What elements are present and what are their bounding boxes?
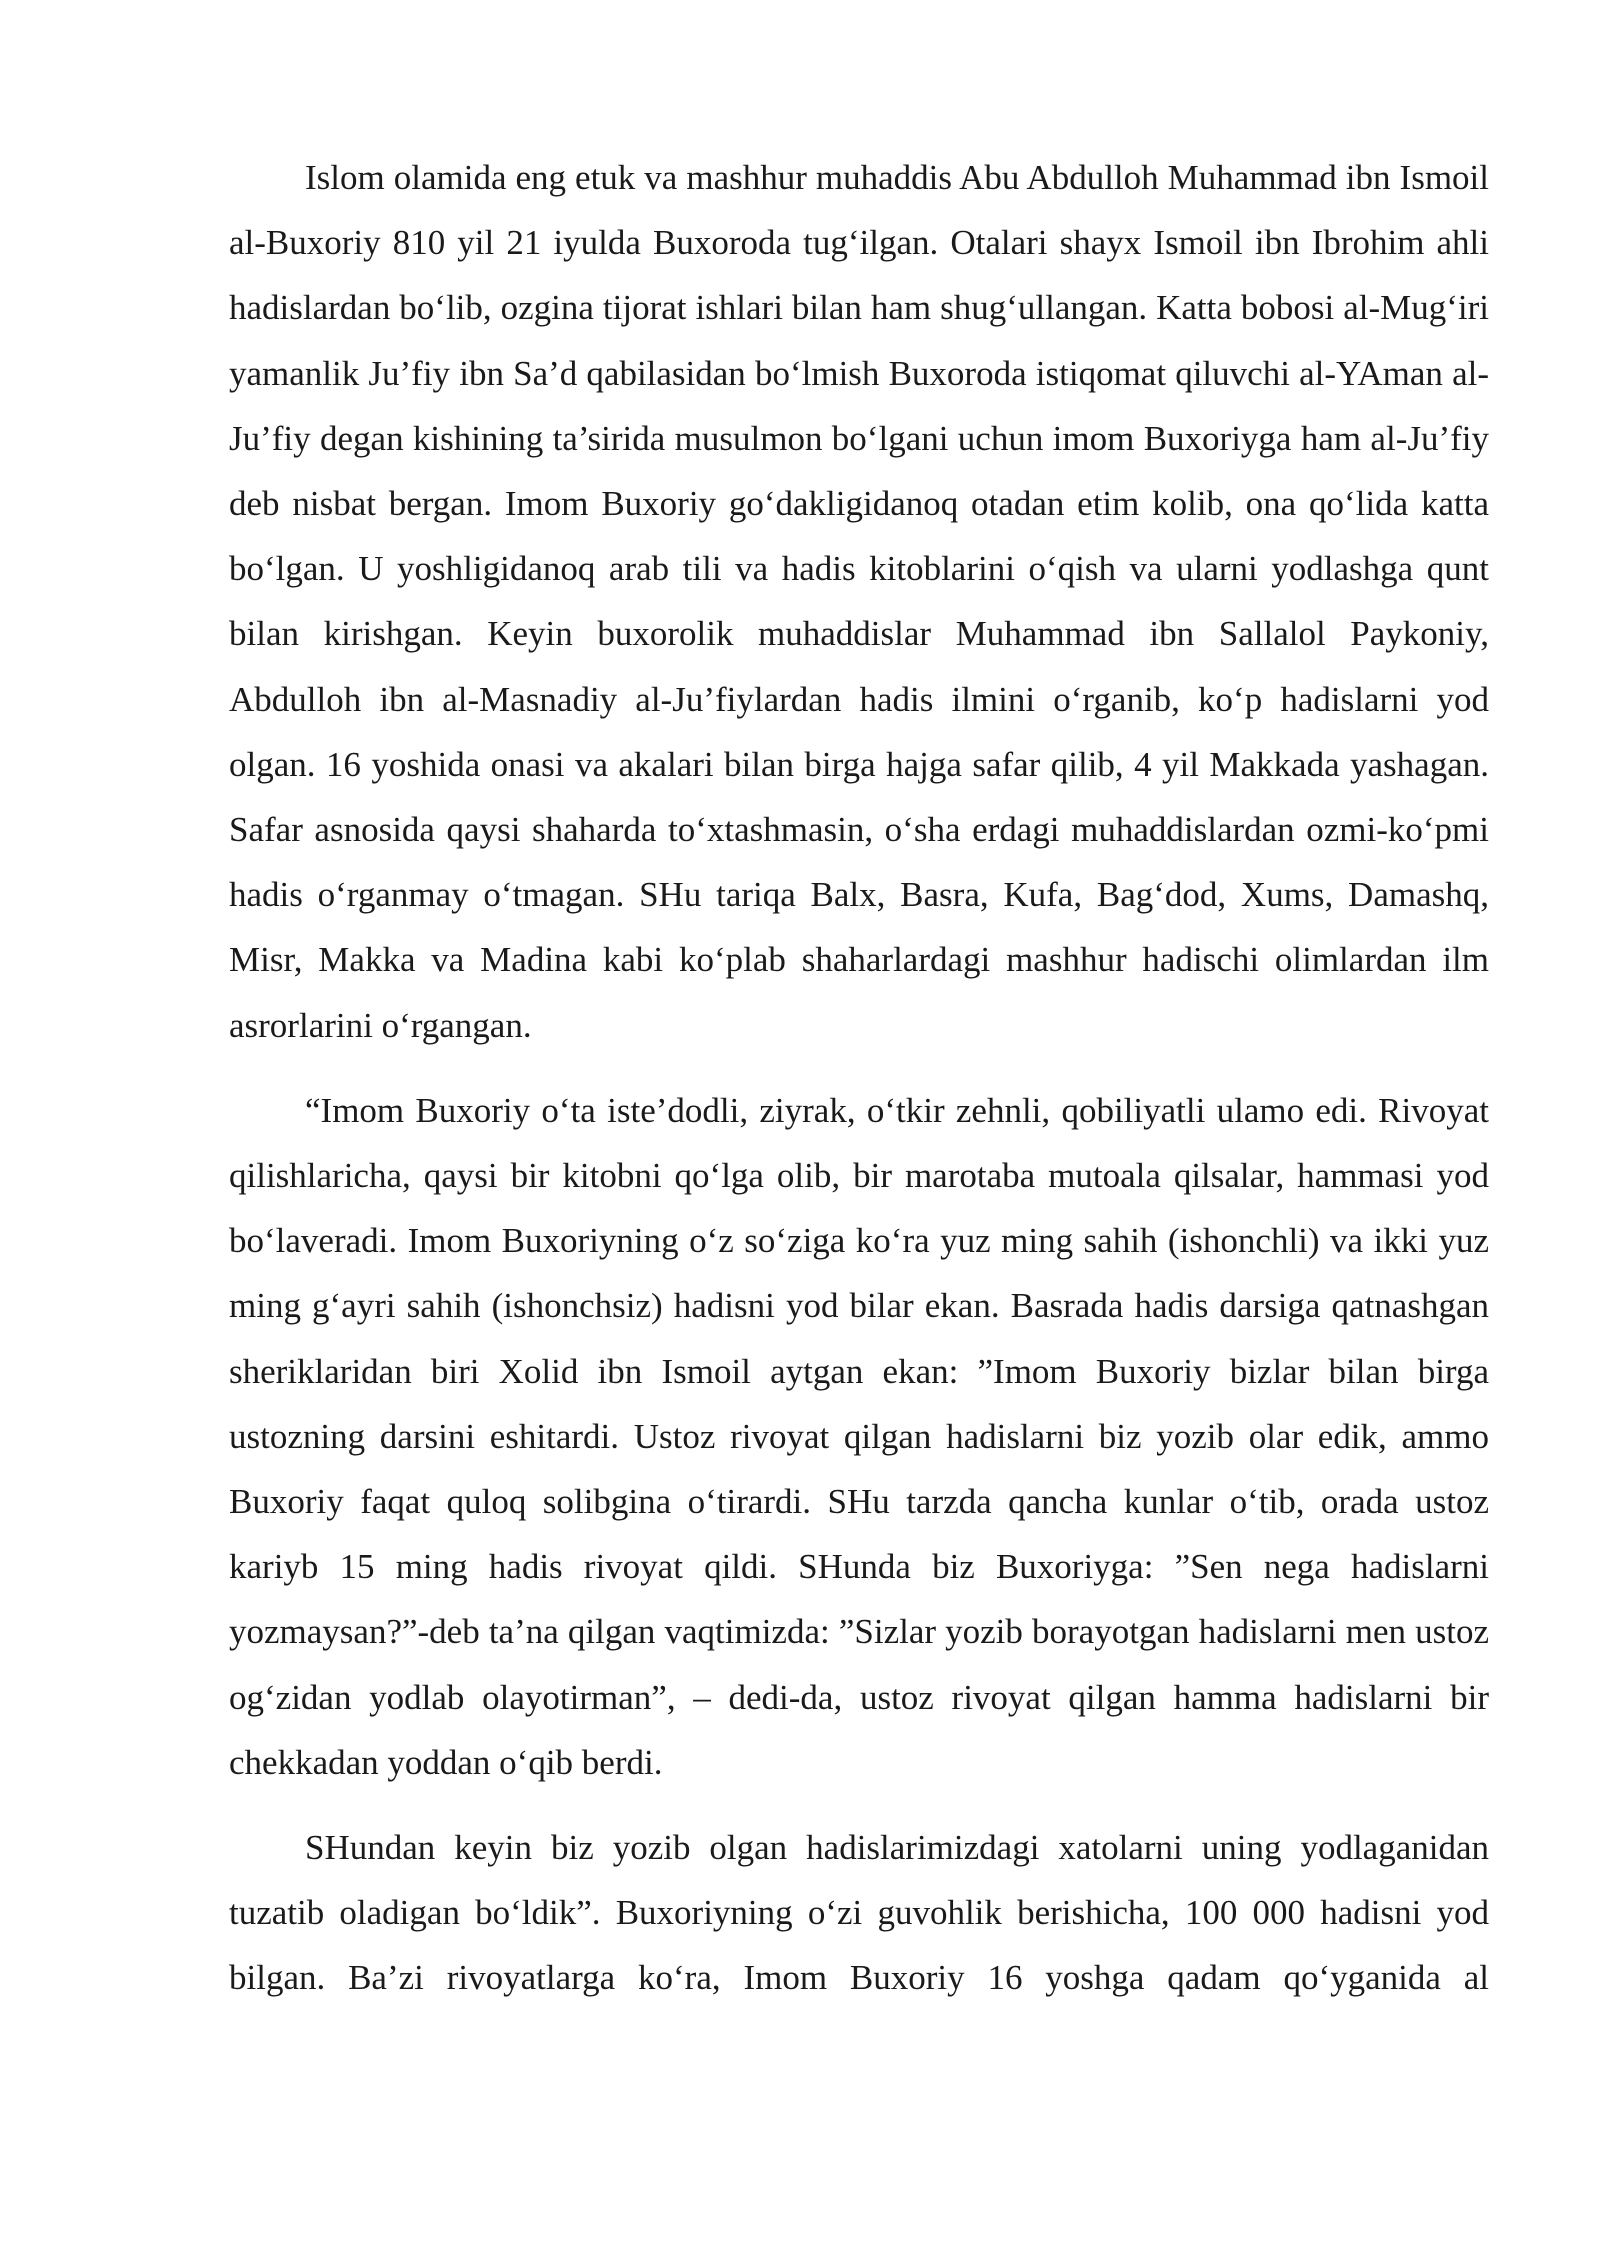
document-body bbox=[229, 145, 1489, 2011]
paragraph-2: “Imom Buxoriy o‘ta iste’dodli, ziyrak, o‘tkir zehnli, qobiliyatli ulamo edi. Rivoyat qilishlaricha, qaysi bir kitobni qo‘lga olib, bir marotaba mutoala qilsalar, hammasi yod bo‘laveradi. Imom Buxoriyning o‘z so‘ziga ko‘ra yuz ming sahih (ishonchli) va ikki yuz ming g‘ayri sahih (ishonchsiz) hadisni yod bilar ekan. Basrada hadis darsiga qatnashgan sheriklaridan biri Xolid ibn Ismoil aytgan ekan: ”Imom Buxoriy bizlar bilan birga ustozning darsini eshitardi. Ustoz rivoyat qilgan hadislarni biz yozib olar edik, ammo Buxoriy faqat quloq solibgina o‘tirardi. SHu tarzda qancha kunlar o‘tib, orada ustoz kariyb 15 ming hadis rivoyat qildi. SHunda biz Buxoriyga: ”Sen nega hadislarni yozmaysan?”-deb ta’na qilgan vaqtimizda: ”Sizlar yozib borayotgan hadislarni men ustoz og‘zidan yodlab olayotirman”, – dedi-da, ustoz rivoyat qilgan hamma hadislarni bir chekkadan yoddan o‘qib berdi. bbox=[229, 1090, 1489, 1782]
paragraph-3: SHundan keyin biz yozib olgan hadislarimizdagi xatolarni uning yodlaganidan tuzatib oladigan bo‘ldik”. Buxoriyning o‘zi guvohlik berishicha, 100 000 hadisni yod bilgan. Ba’zi rivoyatlarga ko‘ra, Imom Buxoriy 16 yoshga qadam qo‘yganida al bbox=[229, 1828, 1489, 1998]
paragraph-1: Islom olamida eng etuk va mashhur muhaddis Abu Abdulloh Muhammad ibn Ismoil al-Buxoriy 810 yil 21 iyulda Buxoroda tug‘ilgan. Otalari shayx Ismoil ibn Ibrohim ahli hadislardan bo‘lib, ozgina tijorat ishlari bilan ham shug‘ullangan. Katta bobosi al-Mug‘iri yamanlik Ju’fiy ibn Sa’d qabilasidan bo‘lmish Buxoroda istiqomat qiluvchi al-YAman al-Ju’fiy degan kishining ta’sirida musulmon bo‘lgani uchun imom Buxoriyga ham al-Ju’fiy deb nisbat bergan. Imom Buxoriy go‘dakligidanoq otadan etim kolib, ona qo‘lida katta bo‘lgan. U yoshligidanoq arab tili va hadis kitoblarini o‘qish va ularni yodlashga qunt bilan kirishgan. Keyin buxorolik muhaddislar Muhammad ibn Sallalol Paykoniy, Abdulloh ibn al-Masnadiy al-Ju’fiylardan hadis ilmini o‘rganib, ko‘p hadislarni yod olgan. 16 yoshida onasi va akalari bilan birga hajga safar qilib, 4 yil Makkada yashagan. Safar asnosida qaysi shaharda to‘xtashmasin, o‘sha erdagi muhaddislardan ozmi-ko‘pmi hadis o‘rganmay o‘tmagan. SHu tariqa Balx, Basra, Kufa, Bag‘dod, Xums, Damashq, Misr, Makka va Madina kabi ko‘plab shaharlardagi mashhur hadischi olimlardan ilm asrorlarini o‘rgangan. bbox=[229, 158, 1489, 1045]
